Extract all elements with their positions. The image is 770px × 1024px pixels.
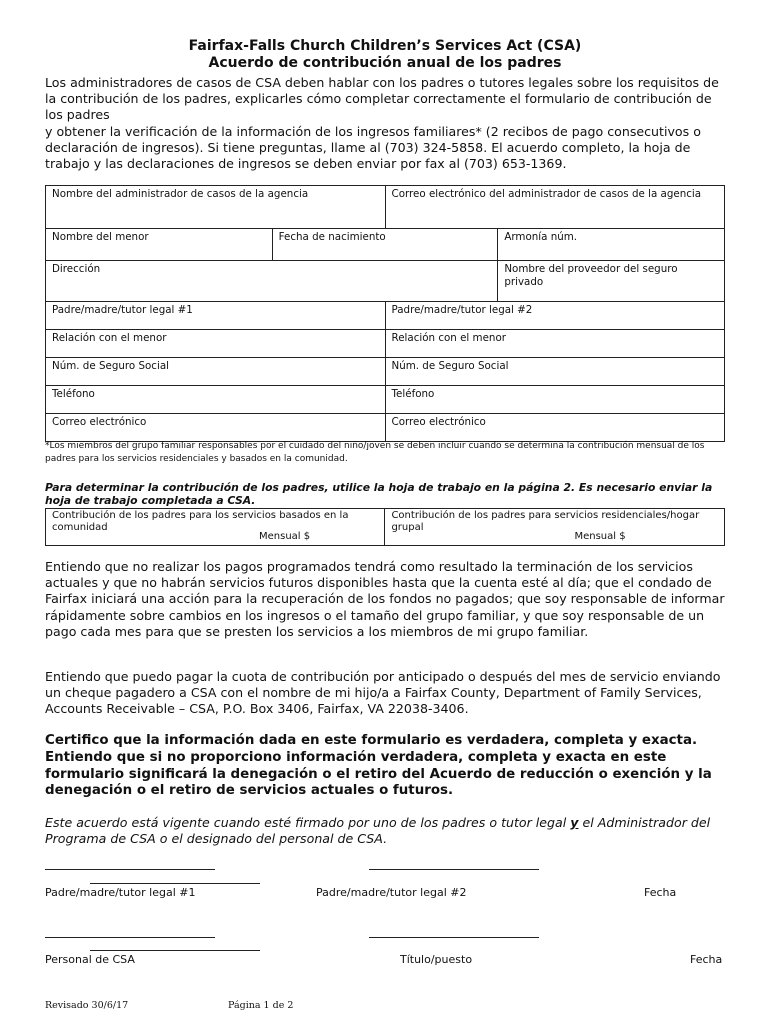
birth-date-field[interactable]: Fecha de nacimiento xyxy=(272,229,498,261)
community-contribution-field[interactable] xyxy=(46,509,385,546)
guardian1-email-field[interactable]: Correo electrónico xyxy=(46,414,386,442)
guardian2-email-field[interactable]: Correo electrónico xyxy=(385,414,725,442)
agreement-text-start: Este acuerdo está vigente cuando esté firmado por uno de los padres o tutor legal xyxy=(45,815,571,830)
page-number: Página 1 de 2 xyxy=(228,1000,294,1011)
guardian2-signature-label: Padre/madre/tutor legal #2 xyxy=(316,886,467,899)
worksheet-instructions: Para determinar la contribución de los padres, utilice la hoja de trabajo en la página 2. Es necesario enviar la hoja de trabajo completada a CSA. xyxy=(45,481,713,507)
guardian2-signature-line[interactable] xyxy=(369,869,539,870)
guardian1-signature-line[interactable] xyxy=(45,869,215,870)
payment-method-paragraph: Entiendo que puedo pagar la cuota de contribución por anticipado o después del mes de servicio enviando un cheque pagadero a CSA con el nombre de mi hijo/a a Fairfax County, Department of Family Services, Accounts Receivable – CSA, P.O. Box 3406, Fairfax, VA 22038-3406. xyxy=(45,669,721,717)
intro-text xyxy=(45,75,730,172)
guardian1-date-line[interactable] xyxy=(90,883,260,884)
residential-contribution-field[interactable] xyxy=(385,509,725,546)
document-title: Fairfax-Falls Church Children’s Services Act (CSA) xyxy=(188,38,582,54)
certification-statement: Certifico que la información dada en este formulario es verdadera, completa y exacta. Entiendo que si no proporciono información verdadera, completa y exacta en este formulario significará la denegación o el retiro del Acuerdo de reducción o exención y la denegación o el retiro de servicios actuales o futuros. xyxy=(45,733,712,799)
household-footnote: *Los miembros del grupo familiar responsables por el cuidado del niño/joven se deben incluir cuando se determina la contribución mensual de los padres para los servicios residenciales y basados en la comunidad. xyxy=(45,441,705,464)
guardian2-ssn-field[interactable]: Núm. de Seguro Social xyxy=(385,358,725,386)
guardian1-name-field[interactable]: Padre/madre/tutor legal #1 xyxy=(46,302,386,330)
community-contribution-label: Contribución de los padres para los servicios basados en la comunidad xyxy=(52,510,349,533)
intro-paragraph-1: Los administradores de casos de CSA deben hablar con los padres o tutores legales sobre los requisitos de la contribución de los padres, explicarles cómo completar correctamente el formulario de contribución de los padres xyxy=(45,75,719,123)
revision-date: Revisado 30/6/17 xyxy=(45,1000,129,1011)
intro-paragraph-2: y obtener la verificación de la información de los ingresos familiares* (2 recibos de pago consecutivos o declaración de ingresos). Si tiene preguntas, llame al (703) 324-5858. El acuerdo completo, la hoja de trabajo y las declaraciones de ingresos se deben enviar por fax al (703) 653-1369. xyxy=(45,123,701,172)
staff-title-label: Título/puesto xyxy=(400,953,473,966)
harmony-number-field[interactable]: Armonía núm. xyxy=(498,229,725,261)
guardian1-relation-field[interactable]: Relación con el menor xyxy=(46,330,386,358)
guardian1-signature-label: Padre/madre/tutor legal #1 xyxy=(45,886,196,899)
staff-title-line[interactable] xyxy=(369,937,539,938)
insurance-provider-field[interactable]: Nombre del proveedor del seguro privado xyxy=(498,261,725,302)
csa-staff-date-line[interactable] xyxy=(90,950,260,951)
payment-terms-paragraph: Entiendo que no realizar los pagos programados tendrá como resultado la terminación de los servicios actuales y que no habrán servicios futuros disponibles hasta que la cuenta esté al día; que el condado de Fairfax iniciará una acción para la recuperación de los fondos no pagados; que soy responsable de informar rápidamente sobre cambios en los ingresos o el tamaño del grupo familiar, y que soy responsable de un pago cada mes para que se presten los servicios a los miembros de mi grupo familiar. xyxy=(45,559,725,639)
agreement-emphasis: y xyxy=(570,815,579,830)
case-manager-email-field[interactable]: Correo electrónico del administrador de casos de la agencia xyxy=(385,186,725,229)
residential-contribution-label: Contribución de los padres para servicios residenciales/hogar grupal xyxy=(391,510,700,533)
family-info-table xyxy=(45,185,725,442)
contribution-table xyxy=(45,508,725,546)
agreement-text-end: el Administrador del Programa de CSA o el designado del personal de CSA. xyxy=(45,815,711,847)
child-name-field[interactable]: Nombre del menor xyxy=(46,229,273,261)
residential-monthly-amount: Mensual $ xyxy=(574,531,626,542)
csa-staff-signature-label: Personal de CSA xyxy=(45,953,135,966)
csa-staff-signature-line[interactable] xyxy=(45,937,215,938)
staff-date-label: Fecha xyxy=(690,953,723,966)
guardian1-phone-field[interactable]: Teléfono xyxy=(46,386,386,414)
signature-date-label: Fecha xyxy=(644,886,677,899)
community-monthly-amount: Mensual $ xyxy=(259,531,311,542)
guardian2-name-field[interactable]: Padre/madre/tutor legal #2 xyxy=(385,302,725,330)
document-subtitle: Acuerdo de contribución anual de los padres xyxy=(208,55,562,71)
agency-case-manager-field[interactable]: Nombre del administrador de casos de la agencia xyxy=(46,186,386,229)
guardian2-phone-field[interactable]: Teléfono xyxy=(385,386,725,414)
agreement-validity-text xyxy=(45,815,735,848)
address-field[interactable]: Dirección xyxy=(46,261,498,302)
guardian2-relation-field[interactable]: Relación con el menor xyxy=(385,330,725,358)
guardian1-ssn-field[interactable]: Núm. de Seguro Social xyxy=(46,358,386,386)
